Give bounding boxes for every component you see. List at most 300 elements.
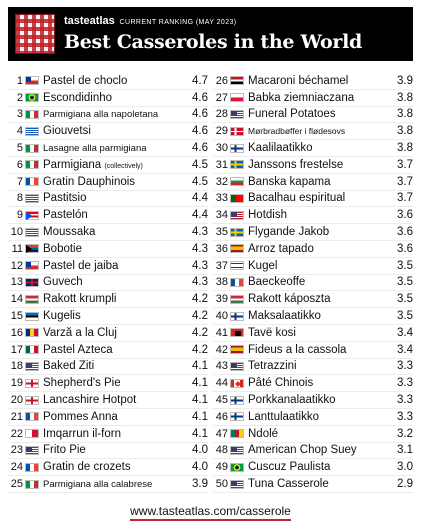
dish-name-text: Pastitsio (43, 192, 87, 205)
dish-score: 3.9 (397, 74, 413, 87)
dish-name (43, 226, 182, 238)
ranking-row[interactable] (213, 375, 413, 392)
dish-name-text: Janssons frestelse (248, 158, 344, 171)
rank-number: 25 (10, 478, 23, 491)
flag-fi-icon (230, 412, 244, 421)
flag-fr-icon (25, 177, 39, 186)
flag-us-icon (25, 362, 39, 371)
dish-name (43, 243, 182, 255)
page-title: Best Casseroles in the World (64, 31, 362, 53)
ranking-row[interactable] (8, 174, 208, 191)
rank-number: 13 (10, 276, 23, 289)
flag-pt-icon (230, 194, 244, 203)
dish-name-text: Kaalilaatikko (248, 142, 313, 155)
flag-mt-icon (25, 429, 39, 438)
flag-ca-icon (230, 379, 244, 388)
dish-score: 3.3 (397, 410, 413, 423)
dish-score: 3.6 (397, 242, 413, 255)
dish-score: 3.7 (397, 175, 413, 188)
dish-name-text: Shepherd's Pie (43, 377, 121, 390)
dish-score: 4.1 (192, 377, 208, 390)
flag-hu-icon (25, 295, 39, 304)
dish-name (248, 176, 387, 188)
rank-number: 49 (215, 461, 228, 474)
rank-number: 48 (215, 444, 228, 457)
ranking-row[interactable] (8, 191, 208, 208)
ranking-row[interactable] (8, 359, 208, 376)
ranking-row[interactable] (213, 107, 413, 124)
dish-name (248, 108, 387, 120)
dish-name (248, 310, 387, 322)
ranking-row[interactable] (8, 342, 208, 359)
rank-number: 30 (215, 142, 228, 155)
ranking-row[interactable] (213, 342, 413, 359)
dish-name (43, 276, 182, 288)
dish-name (248, 293, 387, 305)
dish-name-text: Lanttulaatikko (248, 410, 319, 423)
flag-za-icon (25, 244, 39, 253)
dish-name (43, 310, 182, 322)
dish-name-text: Varză a la Cluj (43, 326, 117, 339)
ranking-row[interactable] (8, 73, 208, 90)
dish-score: 4.3 (192, 276, 208, 289)
rank-number: 31 (215, 158, 228, 171)
dish-name (248, 276, 387, 288)
rank-number: 26 (215, 74, 228, 87)
dish-name (248, 126, 387, 136)
flag-se-icon (230, 160, 244, 169)
rank-number: 16 (10, 326, 23, 339)
dish-score: 4.1 (192, 427, 208, 440)
ranking-row[interactable] (8, 258, 208, 275)
dish-score: 4.5 (192, 175, 208, 188)
dish-score: 3.9 (192, 478, 208, 491)
rank-number: 28 (215, 108, 228, 121)
ranking-row[interactable] (8, 426, 208, 443)
ranking-row[interactable] (8, 107, 208, 124)
dish-name (248, 377, 387, 389)
dish-name-text: Porkkanalaatikko (248, 394, 336, 407)
dish-name-text: Cuscuz Paulista (248, 461, 331, 474)
ranking-row[interactable] (213, 409, 413, 426)
dish-name (43, 176, 182, 188)
dish-name (43, 461, 182, 473)
rank-number: 39 (215, 293, 228, 306)
ranking-row[interactable] (8, 207, 208, 224)
dish-name (248, 209, 387, 221)
dish-name-text: Parmigiana (43, 158, 102, 171)
dish-score: 3.7 (397, 192, 413, 205)
flag-cm-icon (230, 429, 244, 438)
dish-score: 4.3 (192, 226, 208, 239)
rank-number: 27 (215, 91, 228, 104)
dish-name-text: Tetrazzini (248, 360, 297, 373)
dish-score: 3.3 (397, 377, 413, 390)
flag-hu-icon (230, 295, 244, 304)
dish-score: 4.5 (192, 158, 208, 171)
dish-name-text: Pâté Chinois (248, 377, 314, 390)
dish-name (43, 360, 182, 372)
rank-number: 4 (16, 125, 23, 138)
rank-number: 20 (10, 394, 23, 407)
ranking-row[interactable] (213, 359, 413, 376)
brand-line (64, 15, 237, 27)
flag-fr-icon (230, 278, 244, 287)
rank-number: 15 (10, 310, 23, 323)
ranking-row[interactable] (213, 258, 413, 275)
dish-score: 4.6 (192, 125, 208, 138)
rank-number: 50 (215, 478, 228, 491)
ranking-row[interactable] (8, 325, 208, 342)
flag-fr-icon (25, 463, 39, 472)
flag-ee-icon (25, 312, 39, 321)
dish-score: 4.1 (192, 410, 208, 423)
flag-cl-icon (25, 76, 39, 85)
dish-name (248, 226, 387, 238)
dish-name-text: Gratin de crozets (43, 461, 131, 474)
tasteatlas-logo-icon (15, 14, 55, 54)
ranking-row[interactable] (8, 392, 208, 409)
dish-name (43, 479, 182, 490)
flag-pl-icon (230, 93, 244, 102)
rank-number: 46 (215, 410, 228, 423)
dish-name-text: Banska kapama (248, 175, 331, 188)
ranking-row[interactable] (213, 73, 413, 90)
dish-name (43, 209, 182, 221)
dish-score: 4.6 (192, 91, 208, 104)
dish-name-text: Kugel (248, 259, 278, 272)
rank-number: 11 (11, 242, 23, 255)
dish-score: 3.4 (397, 343, 413, 356)
rank-number: 12 (10, 259, 23, 272)
rank-number: 5 (16, 142, 23, 155)
dish-name (43, 293, 182, 305)
flag-ro-icon (25, 328, 39, 337)
ranking-row[interactable] (213, 157, 413, 174)
rank-number: 23 (10, 444, 23, 457)
dish-name-text: Pastel de jaiba (43, 259, 119, 272)
dish-name-text: Baeckeoffe (248, 276, 306, 289)
rank-number: 14 (10, 293, 23, 306)
dish-name (43, 143, 182, 154)
dish-name (248, 92, 387, 104)
ranking-row[interactable] (8, 140, 208, 157)
dish-name-text: Pastel de choclo (43, 74, 128, 87)
dish-score: 3.8 (397, 108, 413, 121)
dish-score: 4.2 (192, 326, 208, 339)
dish-name-text: Lasagne alla parmigiana (43, 142, 147, 154)
ranking-row[interactable] (213, 123, 413, 140)
ranking-row[interactable] (213, 476, 413, 493)
dish-score: 3.1 (397, 444, 413, 457)
ranking-row[interactable] (8, 157, 208, 174)
dish-score: 3.8 (397, 91, 413, 104)
dish-score: 3.0 (397, 461, 413, 474)
dish-name-text: Gratin Dauphinois (43, 175, 136, 188)
ranking-column-right (213, 73, 413, 494)
flag-it-icon (25, 160, 39, 169)
dish-name-text: Pastelón (43, 209, 88, 222)
rank-number: 1 (16, 74, 23, 87)
dish-name-text: Maksalaatikko (248, 310, 321, 323)
dish-score: 4.6 (192, 108, 208, 121)
dish-name-text: Escondidinho (43, 91, 113, 104)
flag-cl-icon (25, 261, 39, 270)
dish-score: 3.3 (397, 360, 413, 373)
rank-number: 7 (16, 175, 23, 188)
dish-name (248, 344, 387, 356)
rank-number: 8 (16, 192, 23, 205)
ranking-row[interactable] (8, 409, 208, 426)
flag-eg-icon (230, 76, 244, 85)
dish-score: 3.6 (397, 226, 413, 239)
dish-name-text: Macaroni béchamel (248, 74, 349, 87)
ranking-row[interactable] (8, 443, 208, 460)
dish-score: 4.1 (192, 360, 208, 373)
dish-name-text: Arroz tapado (248, 242, 314, 255)
dish-name-text: Rakott káposzta (248, 293, 331, 306)
ranking-row[interactable] (8, 241, 208, 258)
dish-score: 4.2 (192, 310, 208, 323)
dish-score: 4.4 (192, 192, 208, 205)
dish-score: 4.7 (192, 74, 208, 87)
rank-number: 21 (10, 410, 23, 423)
rank-number: 33 (215, 192, 228, 205)
rank-number: 37 (215, 259, 228, 272)
flag-us-icon (230, 362, 244, 371)
dish-name (43, 125, 182, 137)
dish-score: 3.8 (397, 125, 413, 138)
dish-name-text: Bobotie (43, 242, 83, 255)
flag-fi-icon (230, 144, 244, 153)
dish-name (248, 394, 387, 406)
rank-number: 6 (16, 158, 23, 171)
flag-br-icon (25, 93, 39, 102)
dish-name (248, 428, 387, 440)
dish-name-text: Flygande Jakob (248, 226, 330, 239)
rank-number: 41 (215, 326, 228, 339)
rank-number: 36 (215, 242, 228, 255)
dish-name-text: Babka ziemniaczana (248, 91, 355, 104)
ranking-row[interactable] (213, 426, 413, 443)
flag-il-icon (230, 261, 244, 270)
dish-name-text: Tuna Casserole (248, 478, 329, 491)
rank-number: 18 (10, 360, 23, 373)
rank-number: 38 (215, 276, 228, 289)
flag-se-icon (230, 228, 244, 237)
flag-br-icon (230, 463, 244, 472)
flag-gr-icon (25, 194, 39, 203)
rank-number: 43 (215, 360, 228, 373)
ranking-row[interactable] (8, 291, 208, 308)
flag-us-icon (230, 110, 244, 119)
dish-score: 3.5 (397, 259, 413, 272)
dish-name-text: Lancashire Hotpot (43, 394, 137, 407)
dish-score: 4.6 (192, 142, 208, 155)
ranking-row[interactable] (213, 291, 413, 308)
dish-name-text: Fideus a la cassola (248, 343, 347, 356)
dish-name (43, 75, 182, 87)
dish-name-text: American Chop Suey (248, 444, 357, 457)
flag-pr-icon (25, 211, 39, 220)
dish-name-text: Ndolé (248, 427, 279, 440)
ranking-row[interactable] (213, 392, 413, 409)
dish-score: 4.3 (192, 259, 208, 272)
flag-eng-icon (25, 396, 39, 405)
flag-es-icon (230, 345, 244, 354)
dish-name (43, 377, 182, 389)
ranking-row[interactable] (8, 90, 208, 107)
dish-note: (collectively) (104, 162, 143, 170)
dish-name (248, 461, 387, 473)
ranking-row[interactable] (213, 325, 413, 342)
ranking-row[interactable] (213, 174, 413, 191)
dish-name-text: Giouvetsi (43, 125, 91, 138)
dish-name (43, 327, 182, 339)
rank-number: 40 (215, 310, 228, 323)
flag-us-icon (25, 446, 39, 455)
flag-gr-icon (25, 228, 39, 237)
brand-name: tasteatlas (64, 15, 115, 27)
footer-url-link[interactable]: www.tasteatlas.com/casserole (130, 504, 291, 521)
flag-it-icon (25, 110, 39, 119)
rank-number: 42 (215, 343, 228, 356)
dish-score: 4.4 (192, 209, 208, 222)
footer (0, 504, 421, 518)
ranking-row[interactable] (213, 207, 413, 224)
flag-mx-icon (25, 345, 39, 354)
dish-name-text: Kugelis (43, 310, 81, 323)
dish-name (248, 192, 387, 204)
dish-score: 4.2 (192, 293, 208, 306)
flag-bg-icon (230, 177, 244, 186)
dish-name (248, 478, 387, 490)
rank-number: 45 (215, 394, 228, 407)
flag-gr-icon (25, 127, 39, 136)
rank-number: 34 (215, 209, 228, 222)
dish-name-text: Rakott krumpli (43, 293, 117, 306)
rank-number: 35 (215, 226, 228, 239)
rank-number: 9 (16, 209, 23, 222)
dish-name (248, 444, 387, 456)
rank-number: 44 (215, 377, 228, 390)
rank-number: 47 (215, 427, 228, 440)
ranking-row[interactable] (8, 476, 208, 493)
ranking-row[interactable] (213, 275, 413, 292)
dish-name (248, 142, 387, 154)
dish-score: 3.8 (397, 142, 413, 155)
ranking-row[interactable] (8, 275, 208, 292)
dish-name (248, 159, 387, 171)
rank-number: 29 (215, 125, 228, 138)
dish-name-text: Guvech (43, 276, 83, 289)
dish-name (43, 344, 182, 356)
dish-score: 4.0 (192, 461, 208, 474)
header-banner (8, 7, 413, 61)
rank-number: 32 (215, 175, 228, 188)
ranking-row[interactable] (213, 191, 413, 208)
dish-name (43, 159, 182, 171)
dish-name-text: Funeral Potatoes (248, 108, 336, 121)
dish-score: 3.2 (397, 427, 413, 440)
dish-name (43, 428, 182, 440)
dish-score: 3.6 (397, 209, 413, 222)
dish-name-text: Tavë kosi (248, 326, 296, 339)
ranking-row[interactable] (8, 375, 208, 392)
dish-name (43, 192, 182, 204)
dish-name (43, 260, 182, 272)
dish-name (43, 92, 182, 104)
dish-score: 3.5 (397, 310, 413, 323)
rank-number: 10 (10, 226, 23, 239)
dish-name-text: Pommes Anna (43, 410, 118, 423)
dish-name (248, 327, 387, 339)
flag-es-icon (230, 244, 244, 253)
dish-name (248, 411, 387, 423)
ranking-row[interactable] (8, 224, 208, 241)
dish-name-text: Bacalhau espiritual (248, 192, 346, 205)
ranking-row[interactable] (213, 90, 413, 107)
flag-us-icon (230, 446, 244, 455)
dish-name-text: Parmigiana alla napoletana (43, 108, 159, 120)
ranking-row[interactable] (213, 443, 413, 460)
dish-score: 3.4 (397, 326, 413, 339)
ranking-column-left (8, 73, 208, 494)
ranking-row[interactable] (8, 459, 208, 476)
dish-name-text: Pastel Azteca (43, 343, 113, 356)
dish-score: 2.9 (397, 478, 413, 491)
ranking-row[interactable] (213, 459, 413, 476)
ranking-row[interactable] (213, 241, 413, 258)
flag-it-icon (25, 480, 39, 489)
ranking-table (8, 73, 413, 494)
rank-number: 2 (16, 91, 23, 104)
ranking-row[interactable] (213, 224, 413, 241)
dish-name-text: Hotdish (248, 209, 287, 222)
flag-eng-icon (25, 379, 39, 388)
dish-name (248, 260, 387, 272)
dish-score: 4.3 (192, 242, 208, 255)
dish-score: 3.7 (397, 158, 413, 171)
dish-score: 3.5 (397, 276, 413, 289)
dish-name (43, 394, 182, 406)
flag-al-icon (230, 328, 244, 337)
dish-name-text: Frito Pie (43, 444, 86, 457)
flag-us-icon (230, 211, 244, 220)
rank-number: 3 (16, 108, 23, 121)
ranking-row[interactable] (213, 140, 413, 157)
flag-us-icon (230, 480, 244, 489)
dish-name (248, 360, 387, 372)
flag-it-icon (25, 144, 39, 153)
ranking-row[interactable] (8, 123, 208, 140)
dish-name-text: Mørbradbøffer i flødesovs (248, 126, 346, 137)
rank-number: 22 (10, 427, 23, 440)
flag-dk-icon (230, 127, 244, 136)
dish-name-text: Parmigiana alla calabrese (43, 478, 153, 490)
ranking-row[interactable] (213, 308, 413, 325)
dish-score: 4.2 (192, 343, 208, 356)
dish-name (248, 243, 387, 255)
flag-fi-icon (230, 396, 244, 405)
dish-score: 4.1 (192, 394, 208, 407)
dish-name-text: Moussaka (43, 226, 96, 239)
flag-gb-icon (25, 278, 39, 287)
ranking-row[interactable] (8, 308, 208, 325)
dish-score: 3.3 (397, 394, 413, 407)
rank-number: 17 (10, 343, 23, 356)
dish-name (43, 444, 182, 456)
